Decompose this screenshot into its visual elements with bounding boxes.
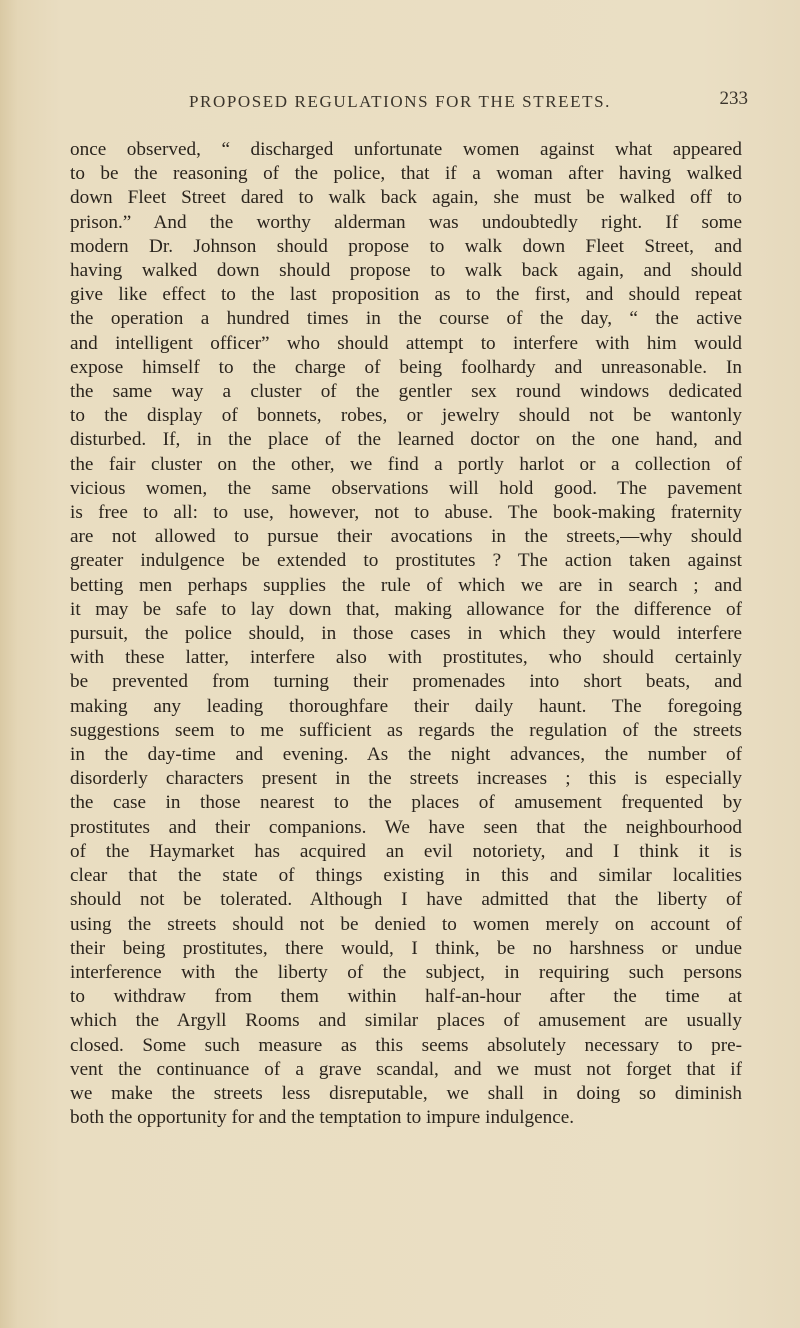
text-line: to be the reasoning of the police, that if a woman after having walked [70, 163, 742, 185]
text-line: disorderly characters present in the streets increases ; this is especially [70, 768, 742, 790]
running-title: PROPOSED REGULATIONS FOR THE STREETS. [188, 92, 612, 111]
text-line: it may be safe to lay down that, making allowance for the difference of [70, 598, 742, 620]
text-line: vicious women, the same observations will hold good. The pavement [70, 477, 742, 499]
text-line: in the day-time and evening. As the night advances, the number of [70, 744, 742, 766]
running-head [0, 88, 800, 122]
text-line: suggestions seem to me sufficient as regards the regulation of the streets [70, 719, 742, 741]
text-line: and intelligent officer” who should attempt to interfere with him would [70, 332, 742, 354]
text-line: is free to all: to use, however, not to abuse. The book-making fraternity [70, 502, 742, 524]
text-line: are not allowed to pursue their avocations in the streets,—why should [70, 526, 742, 548]
text-line: be prevented from turning their promenades into short beats, and [70, 671, 742, 693]
text-line: modern Dr. Johnson should propose to walk down Fleet Street, and [70, 235, 742, 257]
text-line: expose himself to the charge of being foolhardy and unreasonable. In [70, 356, 742, 378]
text-line: clear that the state of things existing in this and similar localities [70, 865, 742, 887]
text-line: disturbed. If, in the place of the learned doctor on the one hand, and [70, 429, 742, 451]
text-line: interference with the liberty of the subject, in requiring such persons [70, 961, 742, 983]
text-line: having walked down should propose to walk back again, and should [70, 260, 742, 282]
text-line: both the opportunity for and the temptation to impure indulgence. [70, 1107, 575, 1129]
text-line: prison.” And the worthy alderman was undoubtedly right. If some [70, 211, 742, 233]
text-line: with these latter, interfere also with prostitutes, who should certainly [70, 647, 742, 669]
text-line: greater indulgence be extended to prostitutes ? The action taken against [70, 550, 742, 572]
text-line: the case in those nearest to the places of amusement frequented by [70, 792, 742, 814]
text-line: we make the streets less disreputable, we shall in doing so diminish [70, 1082, 742, 1104]
text-line: making any leading thoroughfare their daily haunt. The foregoing [70, 695, 742, 717]
text-line: down Fleet Street dared to walk back again, she must be walked off to [70, 187, 742, 209]
text-line: using the streets should not be denied to women merely on account of [70, 913, 742, 935]
text-line: once observed, “ discharged unfortunate women against what appeared [70, 139, 742, 160]
text-line: pursuit, the police should, in those cases in which they would interfere [70, 623, 742, 645]
text-line: the operation a hundred times in the course of the day, “ the active [70, 308, 742, 330]
body-paragraph [70, 138, 742, 1130]
text-line: to the display of bonnets, robes, or jewelry should not be wantonly [70, 405, 742, 427]
page-number: 233 [719, 88, 748, 109]
text-line: should not be tolerated. Although I have admitted that the liberty of [70, 889, 742, 911]
text-line: the fair cluster on the other, we find a portly harlot or a collection of [70, 453, 742, 475]
text-line: betting men perhaps supplies the rule of which we are in search ; and [70, 574, 742, 596]
text-line: give like effect to the last proposition as to the first, and should repeat [70, 284, 742, 306]
text-line: the same way a cluster of the gentler sex round windows dedicated [70, 381, 742, 403]
text-line: closed. Some such measure as this seems absolutely necessary to pre- [70, 1034, 742, 1056]
text-line: of the Haymarket has acquired an evil notoriety, and I think it is [70, 840, 742, 862]
text-line: their being prostitutes, there would, I think, be no harshness or undue [70, 937, 742, 959]
text-line: to withdraw from them within half-an-hour after the time at [70, 986, 742, 1008]
text-line: vent the continuance of a grave scandal, and we must not forget that if [70, 1058, 742, 1080]
text-line: which the Argyll Rooms and similar places of amusement are usually [70, 1010, 742, 1032]
text-line: prostitutes and their companions. We have seen that the neighbourhood [70, 816, 742, 838]
